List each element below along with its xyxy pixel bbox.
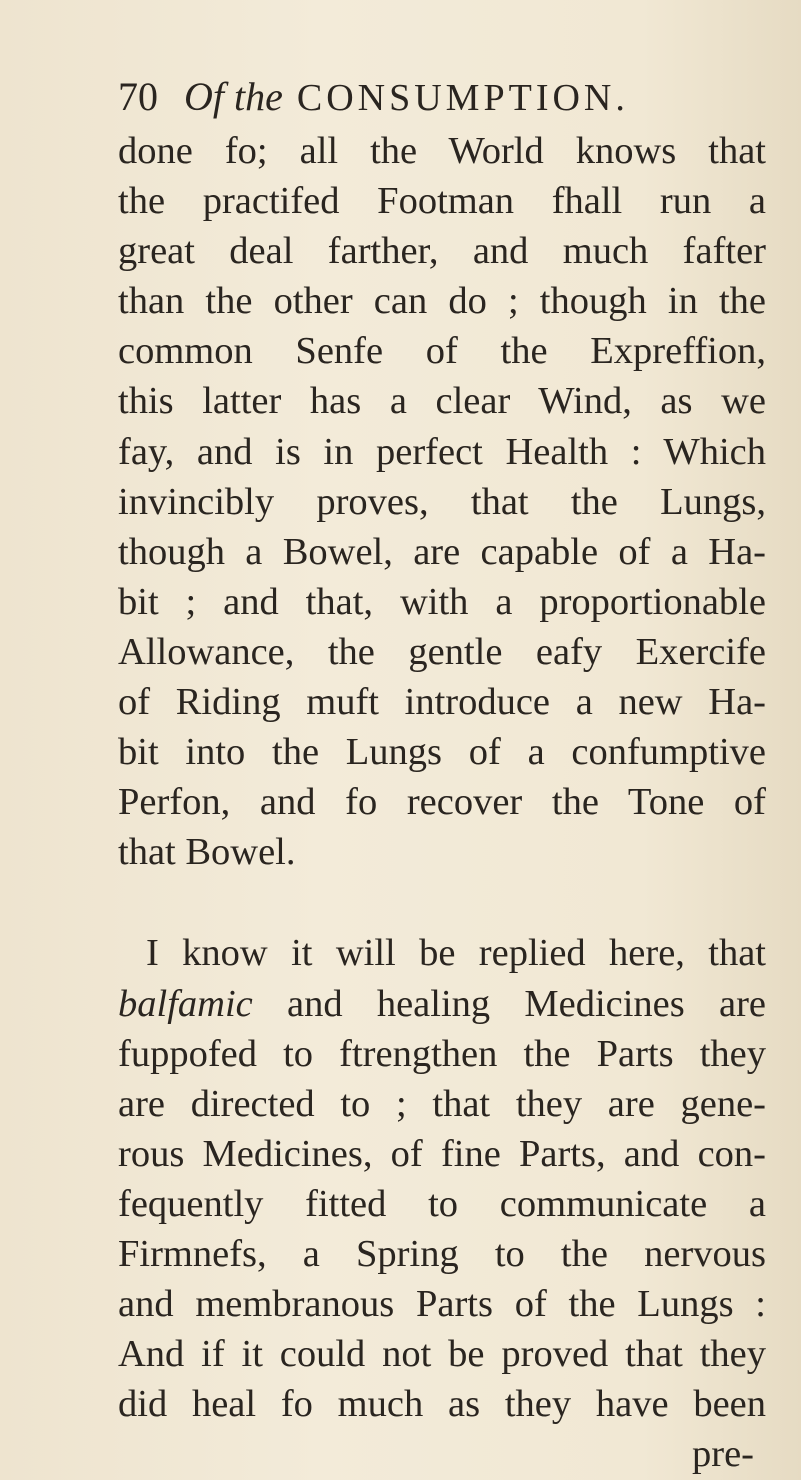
text-line: the practifed Footman fhall run a xyxy=(118,180,766,223)
text-line: are directed to ; that they are gene- xyxy=(118,1082,766,1125)
text-line: done fo; all the World knows that xyxy=(118,130,766,172)
body-text xyxy=(118,126,766,1479)
page-number: 70 xyxy=(118,74,158,119)
text-fragment: and healing Medicines are xyxy=(252,982,766,1025)
header-title: CONSUMPTION. xyxy=(296,77,629,119)
text-line: I know it will be replied here, that xyxy=(146,932,766,975)
text-line: Firmnefs, a Spring to the nervous xyxy=(118,1232,766,1275)
text-line: bit ; and that, with a proportionable xyxy=(118,580,766,623)
paragraph-gap xyxy=(118,877,766,928)
text-line: and membranous Parts of the Lungs : xyxy=(118,1283,766,1326)
text-line: bit into the Lungs of a confumptive xyxy=(118,731,766,774)
header-of-the: Of the xyxy=(184,74,283,119)
text-line: of Riding muft introduce a new Ha- xyxy=(118,681,766,724)
text-line: invincibly proves, that the Lungs, xyxy=(118,480,766,523)
text-line: did heal fo much as they have been xyxy=(118,1383,766,1426)
text-line: Allowance, the gentle eafy Exercife xyxy=(118,630,766,673)
paragraph-2 xyxy=(118,928,766,1429)
text-line xyxy=(118,979,766,1029)
text-line: fay, and is in perfect Health : Which xyxy=(118,430,766,473)
text-line: this latter has a clear Wind, as we xyxy=(118,380,766,423)
italic-word: balfamic xyxy=(118,982,253,1025)
running-header xyxy=(118,72,758,122)
text-line: fequently fitted to communicate a xyxy=(118,1182,766,1225)
text-line: fuppofed to ftrengthen the Parts they xyxy=(118,1032,766,1075)
text-line: great deal farther, and much fafter xyxy=(118,230,766,273)
catchword: pre- xyxy=(692,1433,754,1476)
text-line: though a Bowel, are capable of a Ha- xyxy=(118,530,766,573)
text-line: And if it could not be proved that they xyxy=(118,1333,766,1376)
text-line: that Bowel. xyxy=(118,831,296,874)
text-line: rous Medicines, of fine Parts, and con- xyxy=(118,1132,766,1175)
text-line: than the other can do ; though in the xyxy=(118,280,766,323)
text-line: Perfon, and fo recover the Tone of xyxy=(118,781,766,824)
paragraph-1 xyxy=(118,126,766,877)
text-line: common Senfe of the Expreffion, xyxy=(118,330,766,373)
